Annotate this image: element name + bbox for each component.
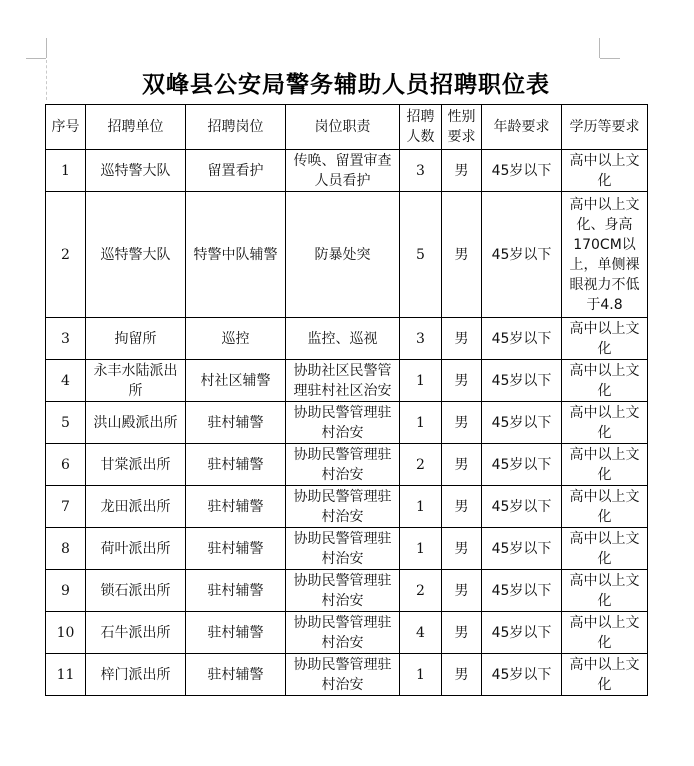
position-cell: 驻村辅警	[186, 528, 286, 570]
age-cell: 45岁以下	[482, 150, 562, 192]
count-cell: 1	[400, 402, 442, 444]
margin-guide-right-vertical	[599, 38, 600, 58]
table-row	[46, 318, 648, 360]
index-cell: 1	[46, 150, 86, 192]
gender-cell: 男	[442, 318, 482, 360]
position-cell: 驻村辅警	[186, 654, 286, 696]
age-cell: 45岁以下	[482, 360, 562, 402]
education-cell: 高中以上文化	[562, 486, 648, 528]
gender-cell: 男	[442, 360, 482, 402]
gender-cell: 男	[442, 654, 482, 696]
unit-cell: 永丰水陆派出所	[86, 360, 186, 402]
unit-cell: 梓门派出所	[86, 654, 186, 696]
age-cell: 45岁以下	[482, 192, 562, 318]
duties-cell: 协助民警管理驻村治安	[286, 654, 400, 696]
duties-cell: 防暴处突	[286, 192, 400, 318]
position-cell: 特警中队辅警	[186, 192, 286, 318]
index-cell: 9	[46, 570, 86, 612]
header-cell-index: 序号	[46, 105, 86, 150]
position-cell: 驻村辅警	[186, 402, 286, 444]
index-cell: 4	[46, 360, 86, 402]
education-cell: 高中以上文化	[562, 360, 648, 402]
index-cell: 6	[46, 444, 86, 486]
index-cell: 8	[46, 528, 86, 570]
header-cell-duties: 岗位职责	[286, 105, 400, 150]
count-cell: 3	[400, 318, 442, 360]
education-cell: 高中以上文化、身高170CM以上，单侧裸眼视力不低于4.8	[562, 192, 648, 318]
table-row	[46, 444, 648, 486]
table-row	[46, 570, 648, 612]
gender-cell: 男	[442, 444, 482, 486]
gender-cell: 男	[442, 612, 482, 654]
education-cell: 高中以上文化	[562, 318, 648, 360]
document-title: 双峰县公安局警务辅助人员招聘职位表	[142, 70, 550, 98]
education-cell: 高中以上文化	[562, 402, 648, 444]
education-cell: 高中以上文化	[562, 654, 648, 696]
count-cell: 1	[400, 486, 442, 528]
table-row	[46, 360, 648, 402]
table-row	[46, 402, 648, 444]
duties-cell: 协助民警管理驻村治安	[286, 528, 400, 570]
index-cell: 7	[46, 486, 86, 528]
education-cell: 高中以上文化	[562, 150, 648, 192]
age-cell: 45岁以下	[482, 654, 562, 696]
margin-guide-right-horizontal	[600, 58, 620, 59]
education-cell: 高中以上文化	[562, 444, 648, 486]
age-cell: 45岁以下	[482, 402, 562, 444]
age-cell: 45岁以下	[482, 570, 562, 612]
recruitment-table	[45, 104, 648, 696]
margin-guide-left-horizontal	[26, 58, 46, 59]
gender-cell: 男	[442, 150, 482, 192]
gender-cell: 男	[442, 570, 482, 612]
education-cell: 高中以上文化	[562, 612, 648, 654]
position-cell: 驻村辅警	[186, 444, 286, 486]
count-cell: 1	[400, 654, 442, 696]
age-cell: 45岁以下	[482, 444, 562, 486]
position-cell: 留置看护	[186, 150, 286, 192]
count-cell: 1	[400, 528, 442, 570]
duties-cell: 协助民警管理驻村治安	[286, 402, 400, 444]
table-header-row	[46, 105, 648, 150]
unit-cell: 巡特警大队	[86, 192, 186, 318]
gender-cell: 男	[442, 402, 482, 444]
index-cell: 10	[46, 612, 86, 654]
gender-cell: 男	[442, 528, 482, 570]
unit-cell: 龙田派出所	[86, 486, 186, 528]
table-row	[46, 192, 648, 318]
position-cell: 村社区辅警	[186, 360, 286, 402]
index-cell: 11	[46, 654, 86, 696]
unit-cell: 荷叶派出所	[86, 528, 186, 570]
duties-cell: 协助民警管理驻村治安	[286, 486, 400, 528]
position-cell: 驻村辅警	[186, 486, 286, 528]
table-body	[46, 150, 648, 696]
count-cell: 4	[400, 612, 442, 654]
age-cell: 45岁以下	[482, 486, 562, 528]
position-cell: 驻村辅警	[186, 612, 286, 654]
duties-cell: 传唤、留置审查人员看护	[286, 150, 400, 192]
table-row	[46, 612, 648, 654]
gender-cell: 男	[442, 192, 482, 318]
duties-cell: 监控、巡视	[286, 318, 400, 360]
education-cell: 高中以上文化	[562, 570, 648, 612]
unit-cell: 甘棠派出所	[86, 444, 186, 486]
header-cell-age: 年龄要求	[482, 105, 562, 150]
unit-cell: 巡特警大队	[86, 150, 186, 192]
header-cell-education: 学历等要求	[562, 105, 648, 150]
duties-cell: 协助民警管理驻村治安	[286, 570, 400, 612]
index-cell: 2	[46, 192, 86, 318]
unit-cell: 洪山殿派出所	[86, 402, 186, 444]
duties-cell: 协助民警管理驻村治安	[286, 444, 400, 486]
age-cell: 45岁以下	[482, 318, 562, 360]
duties-cell: 协助社区民警管理驻村社区治安	[286, 360, 400, 402]
count-cell: 5	[400, 192, 442, 318]
education-cell: 高中以上文化	[562, 528, 648, 570]
table-row	[46, 528, 648, 570]
unit-cell: 锁石派出所	[86, 570, 186, 612]
position-cell: 驻村辅警	[186, 570, 286, 612]
table-row	[46, 654, 648, 696]
unit-cell: 石牛派出所	[86, 612, 186, 654]
index-cell: 3	[46, 318, 86, 360]
age-cell: 45岁以下	[482, 612, 562, 654]
gender-cell: 男	[442, 486, 482, 528]
header-cell-position: 招聘岗位	[186, 105, 286, 150]
table-row	[46, 486, 648, 528]
duties-cell: 协助民警管理驻村治安	[286, 612, 400, 654]
header-cell-unit: 招聘单位	[86, 105, 186, 150]
header-cell-gender: 性别要求	[442, 105, 482, 150]
header-cell-count: 招聘人数	[400, 105, 442, 150]
table-row	[46, 150, 648, 192]
position-cell: 巡控	[186, 318, 286, 360]
unit-cell: 拘留所	[86, 318, 186, 360]
index-cell: 5	[46, 402, 86, 444]
count-cell: 3	[400, 150, 442, 192]
margin-guide-left-vertical	[46, 38, 47, 58]
count-cell: 2	[400, 570, 442, 612]
age-cell: 45岁以下	[482, 528, 562, 570]
count-cell: 1	[400, 360, 442, 402]
count-cell: 2	[400, 444, 442, 486]
